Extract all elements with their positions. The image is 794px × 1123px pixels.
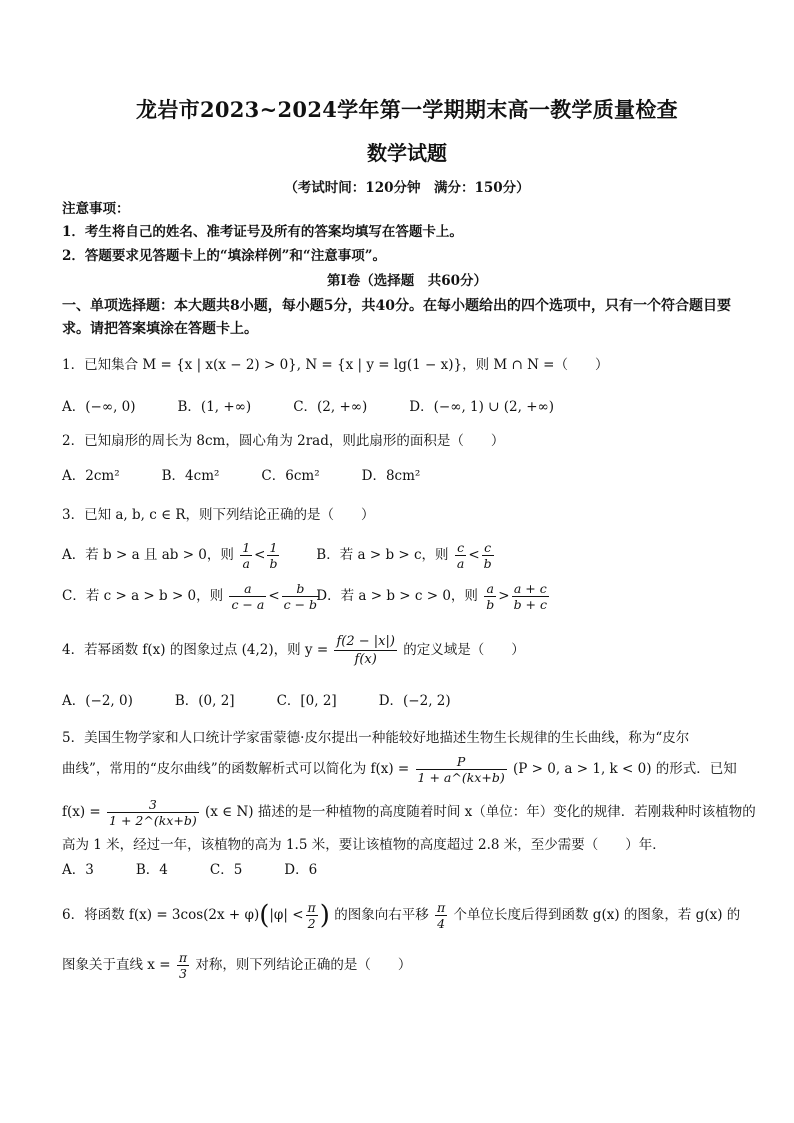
q4-option-b: B．(0, 2] [174,693,235,709]
q3-d-fraction-1: $\frac{a}{b}$ [486,581,495,612]
q1-option-a: A．(−∞, 0) [62,399,136,415]
question-4-stem: 4．若幂函数 f(x) 的图象过点 (4,2)，则 y = $\frac{f(2 - |x|)}{f(x)}$ 的定义域是（ ） [62,634,525,667]
q3-c-fraction-2: $\frac{b}{c - b}$ [283,581,318,612]
question-5-options [62,861,359,879]
question-4-options [62,692,493,710]
q1-option-d: D．(−∞, 1) ∪ (2, +∞) [409,399,555,415]
q2-option-a: A．2cm² [62,468,120,484]
note-item-2: 2．答题要求见答题卡上的“填涂样例”和“注意事项”。 [62,248,386,264]
q5-option-d: D．6 [284,862,318,878]
question-1-stem: 1．已知集合 M = {x | x(x − 2) > 0}, N = {x | y = lg(1 − x)}，则 M ∩ N =（ ） [62,357,609,373]
q6-phi-bound-fraction: $\frac{\pi}{2}$ [307,900,316,931]
q3-option-b: B．若 a > b > c，则 $\frac{c}{a}$ < $\frac{c}{b}$ [316,540,492,571]
q5-fraction-2: $\frac{3}{1 + 2\^{}(kx+b)}$ [109,797,197,828]
question-5-line-3: f(x) = $\frac{3}{1 + 2\^{}(kx+b)}$ (x ∈ N) 描述的是一种植物的高度随着时间 x（单位：年）变化的规律．若刚栽种时该植物的 [62,797,756,828]
q6-symmetry-fraction: $\frac{\pi}{3}$ [178,950,188,981]
q3-option-a: A．若 b > a 且 ab > 0，则 $\frac{1}{a}$ < $\frac{1}{b}$ [62,540,278,571]
q2-option-c: C．6cm² [261,468,320,484]
q2-option-b: B．4cm² [161,468,220,484]
q3-option-c: C．若 c > a > b > 0，则 $\frac{a}{c - a}$ < $\frac{b}{c - b}$ [62,581,318,612]
question-5-line-1: 5．美国生物学家和人口统计学家雷蒙德·皮尔提出一种能较好地描述生物生长规律的生长曲线，称为“皮尔 [62,730,690,746]
question-3-row-2 [62,581,551,612]
exam-subtitle: 数学试题 [367,141,447,165]
question-2-options [62,467,462,485]
question-3-row-1 [62,540,496,571]
section-intro: 一、单项选择题：本大题共8小题，每小题5分，共40分。在每小题给出的四个选项中，只有一个符合题目要求。请把答案填涂在答题卡上。 [62,298,731,337]
q1-option-c: C．(2, +∞) [293,399,368,415]
question-1-options [62,398,596,416]
notes-heading: 注意事项： [62,201,130,217]
question-2-stem: 2．已知扇形的周长为 8cm，圆心角为 2rad，则此扇形的面积是（ ） [62,433,505,449]
question-6-line-2: 图象关于直线 x = $\frac{\pi}{3}$ 对称，则下列结论正确的是（ ） [62,950,412,981]
q6-left-paren: ( [259,900,270,931]
q1-option-b: B．(1, +∞) [177,399,252,415]
q4-option-c: C．[0, 2] [276,693,337,709]
part-label: 第Ⅰ卷（选择题 共60分） [326,273,488,289]
q5-option-a: A．3 [62,862,94,878]
q4-option-d: D．(−2, 2) [378,693,451,709]
exam-title: 龙岩市2023~2024学年第一学期期末高一教学质量检查 [136,97,678,122]
q4-option-a: A．(−2, 0) [62,693,133,709]
question-5-line-2: 曲线”，常用的“皮尔曲线”的函数解析式可以简化为 f(x) = $\frac{P}{1 + a\^{}(kx+b)}$ (P > 0, a > 1, k < 0) 的形式．已知 [62,754,737,785]
q3-a-fraction-1: $\frac{1}{a}$ [242,540,251,571]
q3-c-fraction-1: $\frac{a}{c - a}$ [231,581,265,612]
question-5-line-4: 高为 1 米，经过一年，该植物的高为 1.5 米，要让该植物的高度超过 2.8 米，至少需要（ ）年． [62,837,666,853]
q2-option-d: D．8cm² [361,468,421,484]
q6-right-paren: ) [319,900,330,931]
exam-info: （考试时间：120分钟 满分：150分） [284,180,530,196]
q3-b-fraction-1: $\frac{c}{a}$ [456,540,465,571]
question-6-line-1: 6．将函数 f(x) = 3cos(2x + φ)(|φ| < $\frac{\pi}{2}$ ) 的图象向右平移 $\frac{\pi}{4}$ 个单位长度后得到函数 g(x) 的图象，若 g(x) 的 [62,900,741,931]
q3-b-fraction-2: $\frac{c}{b}$ [483,540,492,571]
q4-fraction: $\frac{f(2 - |x|)}{f(x)}$ [336,634,395,667]
question-3-stem: 3．已知 a, b, c ∈ R，则下列结论正确的是（ ） [62,507,375,523]
q5-option-b: B．4 [135,862,168,878]
q3-d-fraction-2: $\frac{a + c}{b + c}$ [513,581,547,612]
q5-option-c: C．5 [209,862,243,878]
q3-a-fraction-2: $\frac{1}{b}$ [269,540,278,571]
q5-fraction-1: $\frac{P}{1 + a\^{}(kx+b)}$ [417,754,505,785]
note-item-1: 1．考生将自己的姓名、准考证号及所有的答案均填写在答题卡上。 [62,224,463,240]
q3-option-d: D．若 a > b > c > 0，则 $\frac{a}{b}$ > $\frac{a + c}{b + c}$ [316,581,547,612]
q6-shift-fraction: $\frac{\pi}{4}$ [437,900,446,931]
